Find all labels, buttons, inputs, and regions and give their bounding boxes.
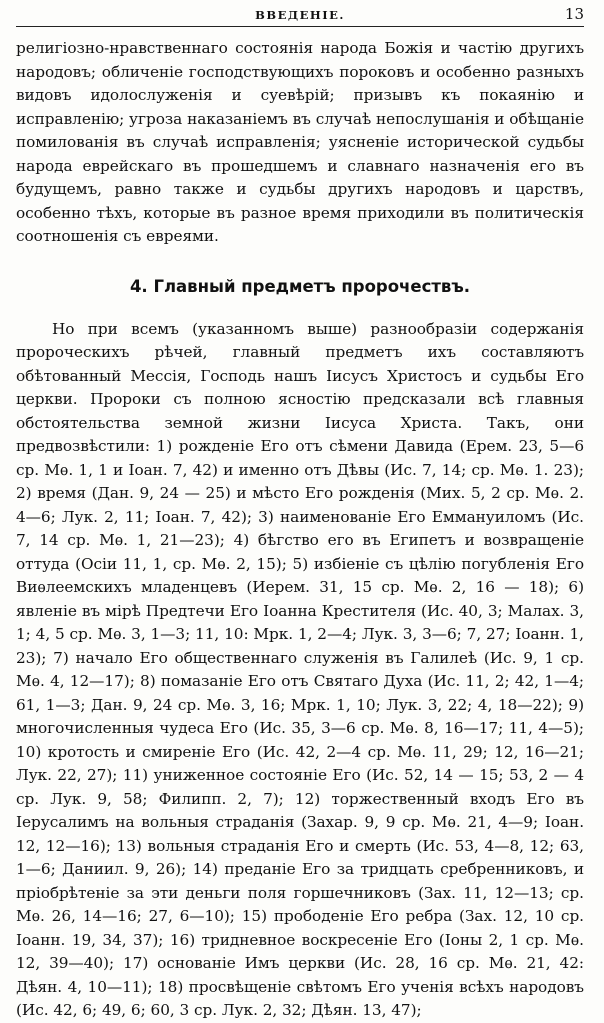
intro-paragraph: религіозно-нравственнаго состоянія народа Божія и частію другихъ народовъ; обличеніе господствующихъ пороковъ и особенно разныхъ видовъ идолослуженія и суевѣрій; призывъ къ покаянію и исправленію; угроза наказаніемъ въ случаѣ непослушанія и обѣщаніе помилованія въ случаѣ исправленія; уясненіе исторической судьбы народа еврейскаго въ прошедшемъ и славнаго назначенія его въ будущемъ, равно также и судьбы другихъ народовъ и царствъ, особенно тѣхъ, которые въ разное время приходили въ политическія соотношенія съ евреями. <box>16 39 584 245</box>
page-header <box>16 0 584 27</box>
section-heading: 4. Главный предметъ пророчествъ. <box>129 276 471 296</box>
main-paragraph: Но при всемъ (указанномъ выше) разнообразіи содержанія пророческихъ рѣчей, главный предметъ ихъ составляютъ обѣтованный Мессія, Господь нашъ Іисусъ Христосъ и судьбы Его церкви. Пророки съ полною ясностію предсказали всѣ главныя обстоятельства земной жизни Іисуса Христа. Такъ, они предвозвѣстили: 1) рожденіе Его отъ сѣмени Давида (Ерем. 23, 5—6 ср. Мѳ. 1, 1 и Іоан. 7, 42) и именно отъ Дѣвы (Ис. 7, 14; ср. Мѳ. 1. 23); 2) время (Дан. 9, 24 — 25) и мѣсто Его рожденія (Мих. 5, 2 ср. Мѳ. 2. 4—6; Лук. 2, 11; Іоан. 7, 42); 3) наименованіе Его Еммануиломъ (Ис. 7, 14 ср. Мѳ. 1, 21—23); 4) бѣгство его въ Египетъ и возвращеніе оттуда (Осіи 11, 1, ср. Мѳ. 2, 15); 5) избіеніе съ цѣлію погубленія Его Виѳлеемскихъ младенцевъ (Иерем. 31, 15 ср. Мѳ. 2, 16 — 18); 6) явленіе въ мірѣ Предтечи Его Іоанна Крестителя (Ис. 40, 3; Малах. 3, 1; 4, 5 ср. Мѳ. 3, 1—3; 11, 10: Мрк. 1, 2—4; Лук. 3, 3—6; 7, 27; Іоанн. 1, 23); 7) начало Его общественнаго служенія въ Галилеѣ (Ис. 9, 1 ср. Мѳ. 4, 12—17); 8) помазаніе Его отъ Святаго Духа (Ис. 11, 2; 42, 1—4; 61, 1—3; Дан. 9, 24 ср. Мѳ. 3, 16; Мрк. 1, 10; Лук. 3, 22; 4, 18—22); 9) многочисленныя чудеса Его (Ис. 35, 3—6 ср. Мѳ. 8, 16—17; 11, 4—5); 10) кротость и смиреніе Его (Ис. 42, 2—4 ср. Мѳ. 11, 29; 12, 16—21; Лук. 22, 27); 11) униженное состояніе Его (Ис. 52, 14 — 15; 53, 2 — 4 ср. Лук. 9, 58; Филипп. 2, 7); 12) торжественный входъ Его въ Іерусалимъ на вольныя страданія (Захар. 9, 9 ср. Мѳ. 21, 4—9; Іоан. 12, 12—16); 13) вольныя страданія Его и смерть (Ис. 53, 4—8, 12; 63, 1—6; Даниил. 9, 26); 14) преданіе Его за тридцать сребренниковъ, и пріобрѣтеніе за эти деньги поля горшечниковъ (Зах. 11, 12—13; ср. Мѳ. 26, 14—16; 27, 6—10); 15) прободеніе Его ребра (Зах. 12, 10 ср. Іоанн. 19, 34, 37); 16) тридневное воскресеніе Его (Іоны 2, 1 ср. Мѳ. 12, 39—40); 17) основаніе Имъ церкви (Ис. 28, 16 ср. Мѳ. 21, 42: Дѣян. 4, 10—11); 18) просвѣщеніе свѣтомъ Его ученія всѣхъ народовъ (Ис. 42, 6; 49, 6; 60, 3 ср. Лук. 2, 32; Дѣян. 13, 47); <box>16 319 584 1019</box>
running-title: ВВЕДЕНІЕ. <box>255 8 345 22</box>
page-number: 13 <box>564 5 584 23</box>
